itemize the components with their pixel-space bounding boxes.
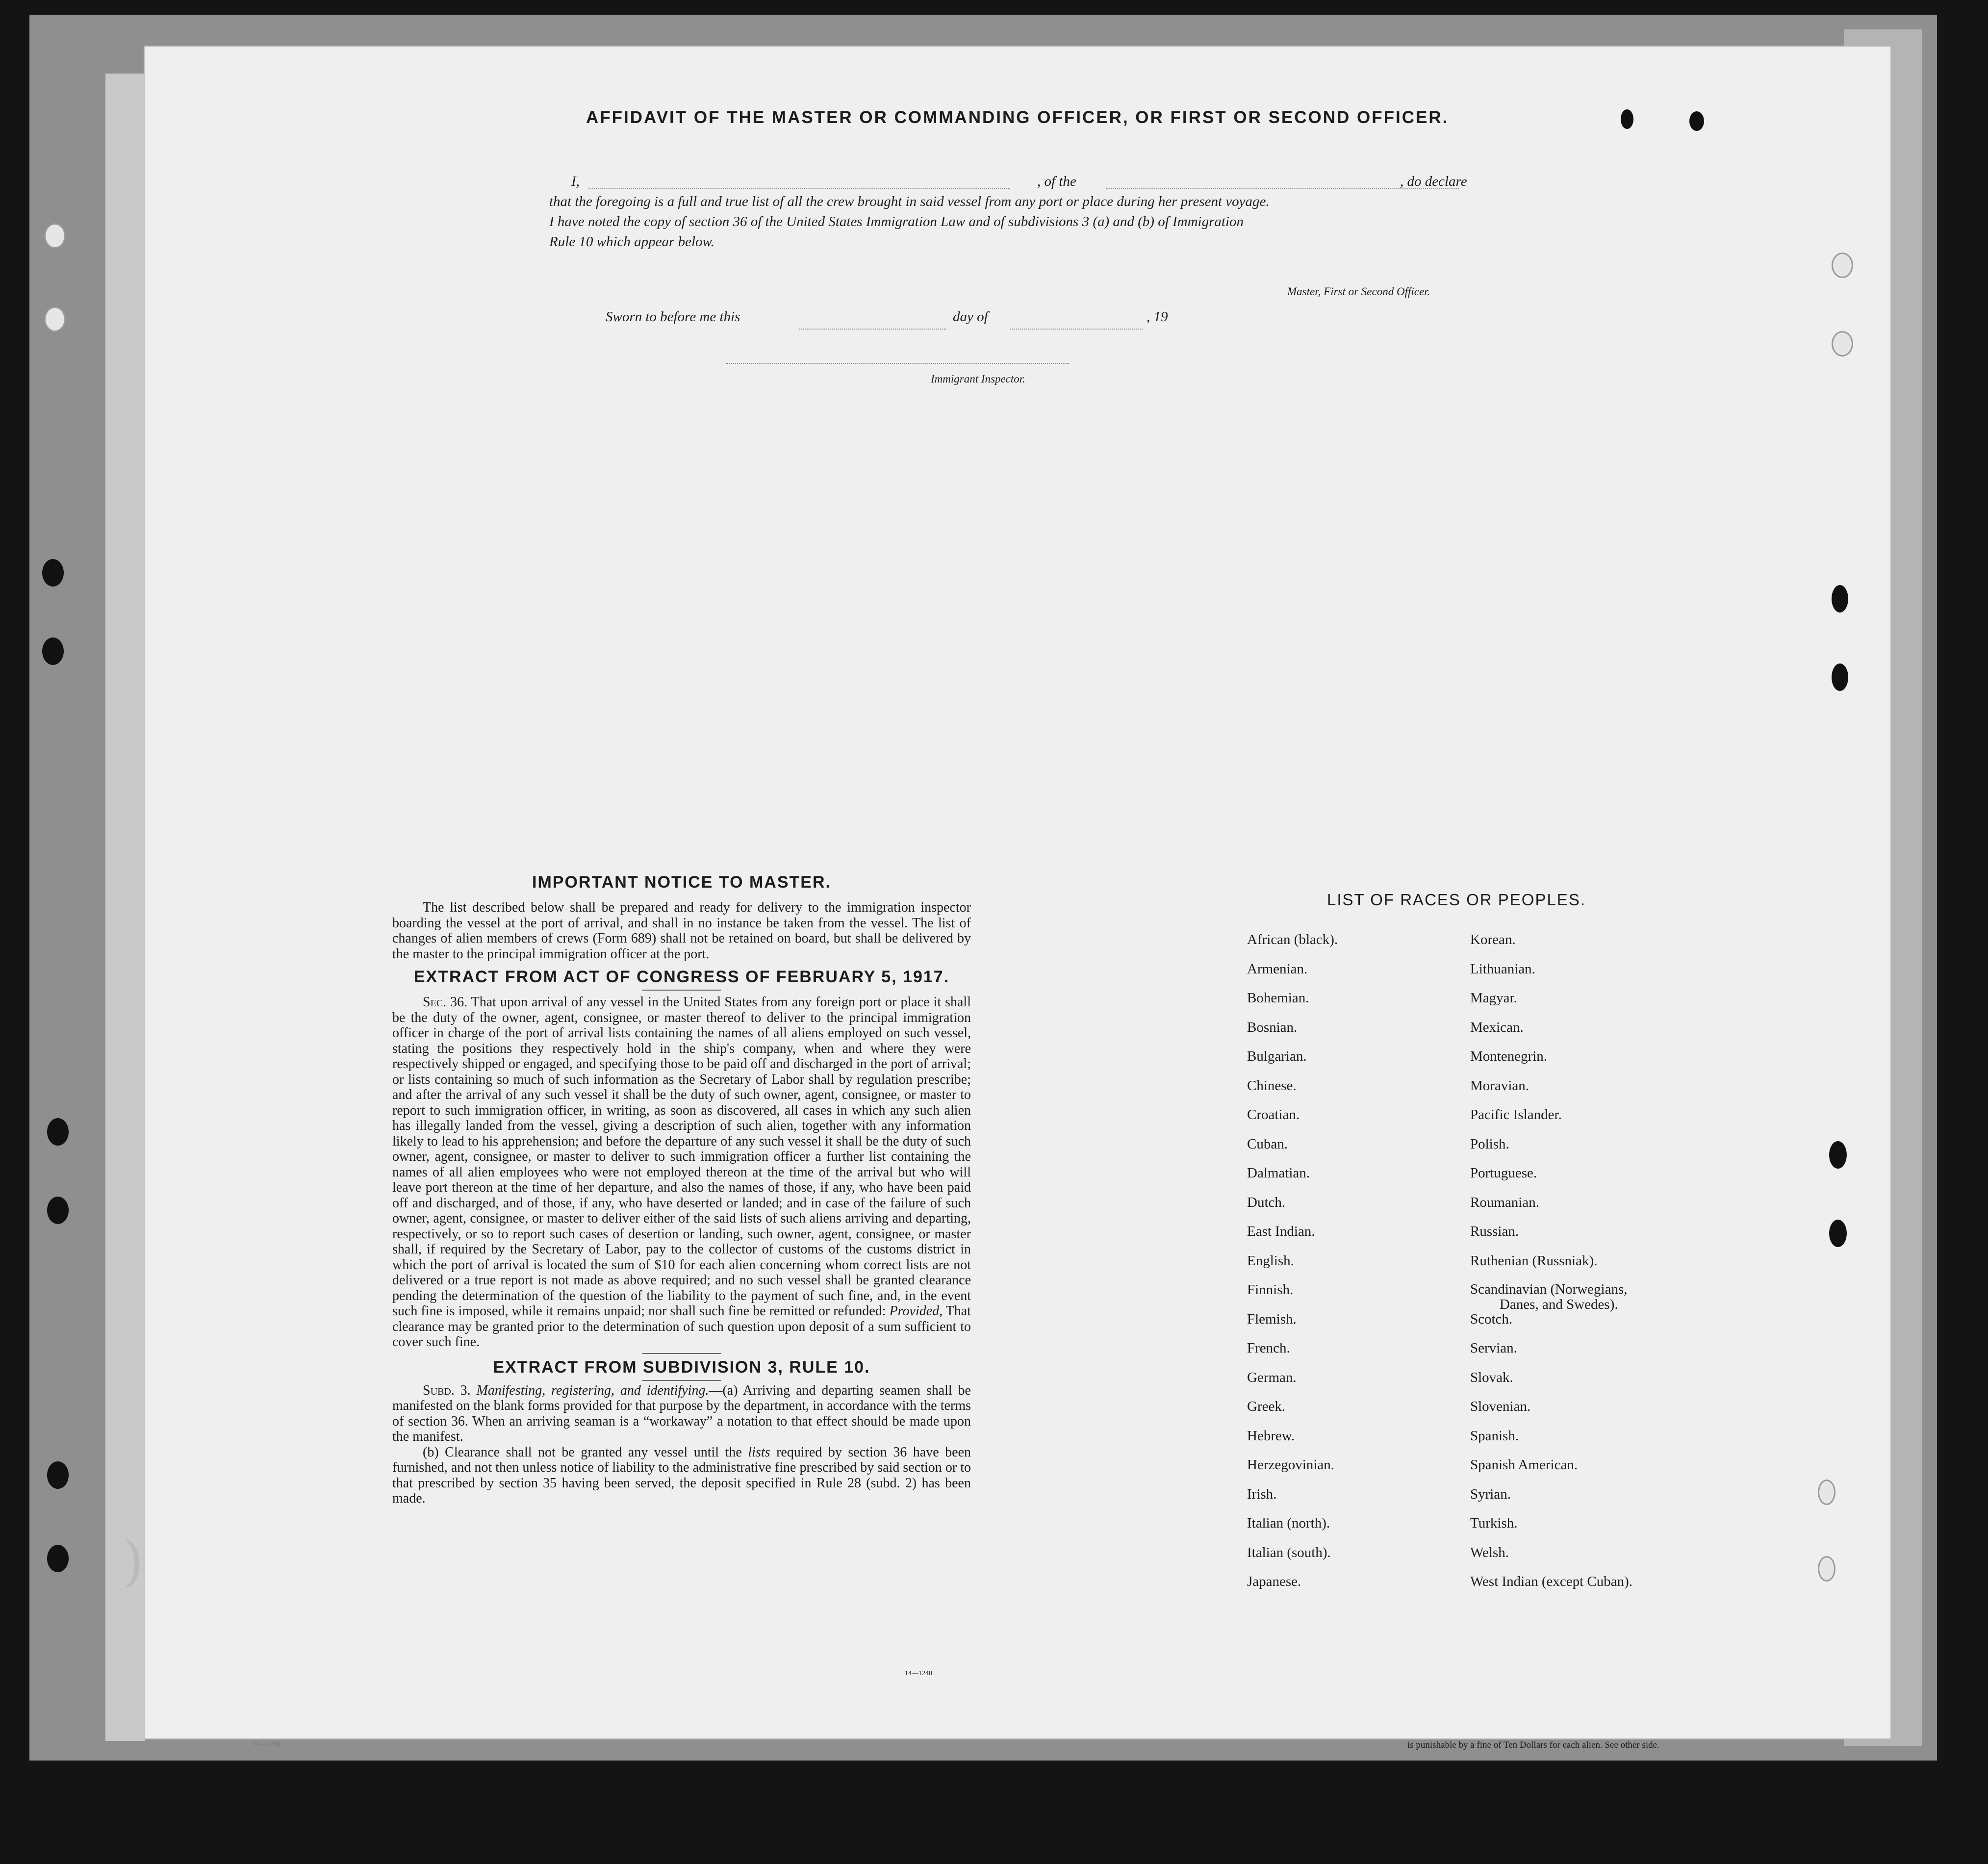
declaration-do-declare: , do declare (1400, 174, 1467, 189)
race-item: Croatian. (1247, 1107, 1300, 1123)
footer-note: is punishable by a fine of Ten Dollars for each alien. See other side. (1407, 1740, 1659, 1750)
form-number: 14—1240 (905, 1670, 932, 1677)
race-item: Slovenian. (1470, 1399, 1531, 1414)
race-item: Montenegrin. (1470, 1048, 1548, 1064)
race-item: Moravian. (1470, 1077, 1529, 1094)
race-item: Flemish. (1247, 1311, 1297, 1327)
race-item: Italian (south). (1247, 1544, 1331, 1560)
race-item: Bulgarian. (1247, 1048, 1307, 1064)
races-left-column (1247, 932, 1338, 1603)
race-item: Russian. (1470, 1224, 1519, 1239)
race-item: Bosnian. (1247, 1019, 1298, 1035)
subdivision-label: Subd. 3. (423, 1382, 471, 1398)
races-title: LIST OF RACES OR PEOPLES. (1326, 891, 1586, 909)
punch-hole (47, 1461, 69, 1489)
notice-body: The list described below shall be prepared and ready for delivery to the immigration inspector boarding the vessel at the port of arrival, and shall in no instance be taken from the vessel. The list of changes of alien members of crews (Form 689) shall not be retained on board, but shall be delivered by the master to the principal immigration officer at the port. (392, 900, 971, 962)
section-36-text (392, 995, 971, 1350)
section-36-body-end: That clearance may be granted prior to the determination of such question upon deposit of a sum sufficient to cover such fine. (392, 1303, 971, 1350)
punch-hole-ring (1818, 1556, 1835, 1582)
form-number-faded: 14—1240 (253, 1741, 280, 1748)
punch-hole (1621, 109, 1633, 129)
section-divider (642, 990, 721, 991)
handwritten-mark: ) (123, 1530, 144, 1593)
section-36-body: That upon arrival of any vessel in the United States from any foreign port or place it shall be the duty of the owner, agent, consignee, or master thereof to deliver to the principal immigration officer in charge of the port of arrival lists containing the names of all aliens employed on such vessel, stating the positions they respectively hold in the ship's company, when and where they were respectively shipped or engaged, and specifying those to be paid off and discharged in the port of arrival; or lists containing so much of such information as the Secretary of Labor shall by regulation prescribe; and after the arrival of any such vessel it shall be the duty of such owner, agent, consignee, or master to report to such immigration officer, in writing, as soon as discovered, all cases in which any such alien has illegally landed from the vessel, giving a description of such alien, together with any information likely to lead to his apprehension; and before the departure of any such vessel it shall be the duty of such owner, agent, consignee, or master to deliver to such immigration officer a further list containing the names of all alien employees who were not employed thereon at the time of the arrival but who will leave port thereon at the time of her departure, and also the names of those, if any, who have been paid off and discharged, and of those, if any, who have deserted or landed; and in case of the failure of such owner, agent, consignee, or master to deliver either of the said lists of such aliens arriving and departing, respectively, or so to report such cases of desertion or landing, such owner, agent, consignee, or master shall, if required by the Secretary of Labor, pay to the collector of customs of the customs district in which the port of arrival is located the sum of $10 for each alien concerning whom correct lists are not delivered or a true report is not made as above required; and no such vessel shall be granted clearance pending the determination of the question of the liability to the payment of such fine, and, in the event such fine is imposed, while it remains unpaid; nor shall such fine be remitted or refunded: (392, 995, 971, 1319)
subdivision-b-lists: lists (748, 1444, 770, 1460)
punch-hole (42, 638, 64, 665)
notice-title: IMPORTANT NOTICE TO MASTER. (532, 873, 831, 892)
name-blank[interactable] (588, 188, 1010, 189)
declaration-line-3: I have noted the copy of section 36 of the United States Immigration Law and of subdivisions 3 (a) and (b) of Immigration (549, 214, 1244, 230)
provided-word: Provided, (889, 1303, 943, 1319)
race-item: Scandinavian (Norwegians, (1470, 1281, 1628, 1297)
race-item: English. (1247, 1252, 1294, 1269)
race-item: Scotch. (1470, 1311, 1513, 1327)
race-item: Welsh. (1470, 1544, 1509, 1560)
declaration-i: I, (571, 174, 580, 189)
race-item: Polish. (1470, 1136, 1509, 1152)
section-divider (642, 1353, 721, 1354)
race-item: Chinese. (1247, 1077, 1297, 1094)
sworn-month-blank[interactable] (1010, 329, 1143, 330)
punch-hole (1832, 585, 1848, 613)
declaration-line-2: that the foregoing is a full and true list of all the crew brought in said vessel from any port or place during her present voyage. (549, 194, 1270, 209)
race-item: Hebrew. (1247, 1428, 1295, 1444)
race-item-continuation: Danes, and Swedes). (1500, 1297, 1618, 1312)
punch-hole (1829, 1141, 1847, 1169)
punch-hole (47, 1545, 69, 1572)
race-item: African (black). (1247, 932, 1338, 947)
race-item: Italian (north). (1247, 1515, 1330, 1531)
race-item: Herzegovinian. (1247, 1457, 1334, 1473)
extract-rule-title: EXTRACT FROM SUBDIVISION 3, RULE 10. (493, 1357, 870, 1377)
race-item: Finnish. (1247, 1282, 1294, 1298)
race-item: Dutch. (1247, 1194, 1286, 1210)
race-item: Turkish. (1470, 1515, 1518, 1531)
race-item: Lithuanian. (1470, 961, 1535, 977)
races-right-column (1470, 932, 1632, 1603)
race-item: Cuban. (1247, 1136, 1288, 1152)
master-signature-label: Master, First or Second Officer. (1287, 285, 1430, 298)
declaration-of-the: , of the (1037, 174, 1076, 189)
punch-hole-ring (1832, 331, 1853, 357)
race-item: French. (1247, 1340, 1290, 1356)
race-item: Portuguese. (1470, 1165, 1537, 1181)
punch-hole (1829, 1220, 1847, 1247)
race-item-multiline (1470, 1282, 1632, 1311)
race-item: Irish. (1247, 1486, 1277, 1502)
subdivision-b-body: required by section 36 have been furnished, and not then unless notice of liability to the administrative fine prescribed by said section or to that prescribed by section 35 having been served, the deposit specified in Rule 28 (subd. 2) has been made. (392, 1444, 971, 1506)
race-item: Ruthenian (Russniak). (1470, 1252, 1598, 1269)
punch-hole (47, 1197, 69, 1224)
race-item: Slovak. (1470, 1369, 1513, 1385)
race-item: Japanese. (1247, 1574, 1301, 1589)
subdivision-title: Manifesting, registering, and identifying. (476, 1382, 709, 1398)
race-item: Bohemian. (1247, 990, 1309, 1006)
affidavit-title: AFFIDAVIT OF THE MASTER OR COMMANDING OFFICER, OR FIRST OR SECOND OFFICER. (586, 108, 1449, 127)
race-item: Roumanian. (1470, 1194, 1539, 1210)
punch-hole (42, 559, 64, 587)
race-item: Korean. (1470, 932, 1516, 947)
race-item: Spanish American. (1470, 1457, 1578, 1473)
affidavit-declaration (549, 172, 1510, 252)
declaration-line-4: Rule 10 which appear below. (549, 234, 714, 250)
punch-hole-ring (1818, 1480, 1835, 1505)
sworn-day-blank[interactable] (799, 329, 946, 330)
extract-act-title: EXTRACT FROM ACT OF CONGRESS OF FEBRUARY 5, 1917. (413, 968, 950, 986)
inspector-signature-label: Immigrant Inspector. (931, 373, 1025, 385)
race-item: German. (1247, 1369, 1297, 1385)
inspector-signature-blank[interactable] (726, 363, 1069, 364)
race-item: East Indian. (1247, 1224, 1315, 1239)
race-item: Mexican. (1470, 1019, 1524, 1035)
subdivision-b-lead: (b) Clearance shall not be granted any vessel until the (423, 1444, 742, 1460)
race-item: Greek. (1247, 1399, 1286, 1414)
section-divider (642, 1380, 721, 1381)
race-item: Spanish. (1470, 1428, 1519, 1444)
race-item: Dalmatian. (1247, 1165, 1310, 1181)
punch-hole-ring (44, 223, 66, 249)
subdivision-b-text (392, 1445, 971, 1507)
race-item: Pacific Islander. (1470, 1107, 1562, 1123)
subdivision-a-text (392, 1383, 971, 1445)
race-item: Syrian. (1470, 1486, 1511, 1502)
race-item: West Indian (except Cuban). (1470, 1574, 1633, 1589)
notice-column (392, 873, 971, 1507)
punch-hole (1689, 111, 1704, 131)
section-36-label: Sec. 36. (423, 995, 468, 1010)
year-label: , 19 (1147, 309, 1168, 325)
punch-hole-ring (44, 306, 66, 332)
underlying-page-edge (105, 74, 145, 1741)
race-item: Armenian. (1247, 961, 1308, 977)
punch-hole (1832, 664, 1848, 691)
punch-hole-ring (1832, 253, 1853, 278)
sworn-label: Sworn to before me this (606, 309, 740, 325)
race-item: Servian. (1470, 1340, 1517, 1356)
day-of-label: day of (953, 309, 988, 325)
subdivision-a-body: —(a) Arriving and departing seamen shall be manifested on the blank forms provided for that purpose by the department, in accordance with the terms of section 36. When an arriving seaman is a “workaway” a notation to that effect should be made upon the manifest. (392, 1382, 971, 1444)
punch-hole (47, 1118, 69, 1146)
race-item: Magyar. (1470, 990, 1517, 1006)
